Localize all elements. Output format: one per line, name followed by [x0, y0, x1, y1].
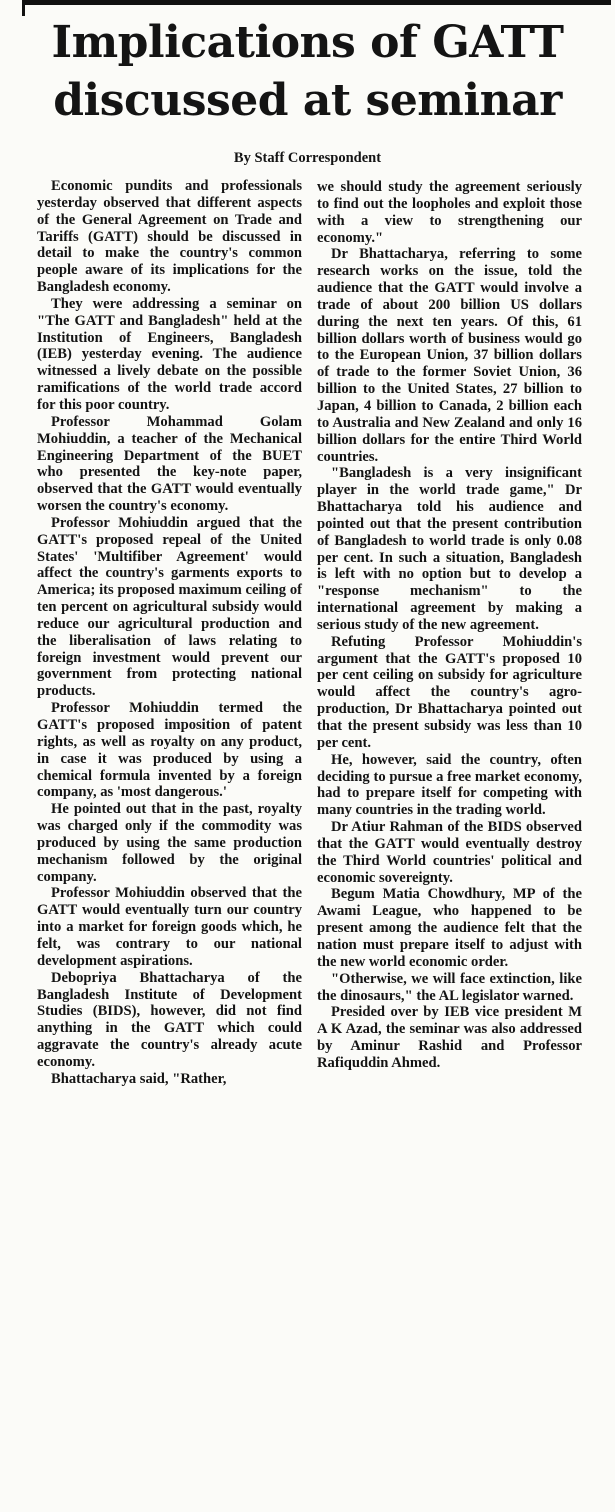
paragraph: Dr Bhattacharya, referring to some research works on the issue, told the audience that the GATT would involve a trade of about 200 billion US dollars during the next ten years. Of this, 61 billion dollars worth of business would go to the European Union, 37 billion dollars of trade to the former Soviet Union, 36 billion to the United States, 27 billion to Japan, 4 billion to Canada, 2 billion each to Australia and New Zealand and only 16 billion dollars for the entire Third World countries. — [317, 246, 582, 465]
paragraph: "Otherwise, we will face extinction, like the dinosaurs," the AL legislator warned. — [317, 970, 582, 1004]
paragraph: Begum Matia Chowdhury, MP of the Awami League, who happened to be present among the audience felt that the nation must prepare itself to adjust with the new world economic order. — [317, 886, 582, 970]
paragraph: Refuting Professor Mohiuddin's argument that the GATT's proposed 10 per cent ceiling on subsidy for agriculture would affect the country's agro-production, Dr Bhattacharya pointed out that the present subsidy was less than 10 per cent. — [317, 633, 582, 751]
headline-line-2: discussed at seminar — [53, 75, 562, 126]
left-column — [37, 178, 302, 1088]
paragraph: Professor Mohiuddin termed the GATT's proposed imposition of patent rights, as well as royalty on any product, in case it was produced by using a chemical formula invented by a foreign company, as 'most dangerous.' — [37, 700, 302, 801]
paragraph: "Bangladesh is a very insignificant player in the world trade game," Dr Bhattacharya told his audience and pointed out that the present contribution of Bangladesh to world trade is only 0.08 per cent. In such a situation, Bangladesh is left with no option but to develop a "response mechanism" to the international agreement by making a serious study of the new agreement. — [317, 465, 582, 633]
paragraph: Dr Atiur Rahman of the BIDS observed that the GATT would eventually destroy the Third World countries' political and economic sovereignty. — [317, 819, 582, 886]
paragraph: Economic pundits and professionals yesterday observed that different aspects of the General Agreement on Trade and Tariffs (GATT) should be discussed in detail to make the country's common people aware of its implications for the Bangladesh economy. — [37, 178, 302, 296]
byline: By Staff Correspondent — [233, 150, 382, 166]
paragraph: Debopriya Bhattacharya of the Bangladesh Institute of Development Studies (BIDS), however, did not find anything in the GATT which could aggravate the country's already acute economy. — [37, 969, 302, 1070]
headline-line-1: Implications of GATT — [51, 17, 564, 68]
paragraph: They were addressing a seminar on "The GATT and Bangladesh" held at the Institution of Engineers, Bangladesh (IEB) yesterday evening. The audience witnessed a lively debate on the possible ramifications of the world trade accord for this poor country. — [37, 295, 302, 413]
paragraph: He, however, said the country, often deciding to pursue a free market economy, had to prepare itself for competing with many countries in the trading world. — [317, 751, 582, 819]
paragraph: Professor Mohiuddin observed that the GATT would eventually turn our country into a market for foreign goods which, he felt, was contrary to our national development aspirations. — [37, 885, 302, 969]
paragraph: He pointed out that in the past, royalty was charged only if the commodity was produced by using the same production mechanism followed by the original company. — [37, 801, 302, 885]
top-border-rule — [22, 0, 611, 5]
headline — [10, 14, 605, 130]
paragraph: Professor Mohiuddin argued that the GATT's proposed repeal of the United States' 'Multifiber Agreement' would affect the country's garments exports to America; its proposed maximum ceiling of ten percent on agricultural subsidy would reduce our agricultural production and the liberalisation of laws relating to foreign investment would prevent our government from protecting national products. — [37, 514, 302, 700]
right-column — [317, 179, 582, 1072]
paragraph: Professor Mohammad Golam Mohiuddin, a teacher of the Mechanical Engineering Department of the BUET who presented the key-note paper, observed that the GATT would eventually worsen the country's economy. — [37, 413, 302, 515]
paragraph: Bhattacharya said, "Rather, — [51, 1070, 227, 1087]
paragraph: Presided over by IEB vice president M A K Azad, the seminar was also addressed by Aminur Rashid and Professor Rafiquddin Ahmed. — [317, 1004, 582, 1071]
paragraph-continuation: we should study the agreement seriously to find out the loopholes and exploit those with a view to strengthening our economy." — [317, 179, 582, 246]
